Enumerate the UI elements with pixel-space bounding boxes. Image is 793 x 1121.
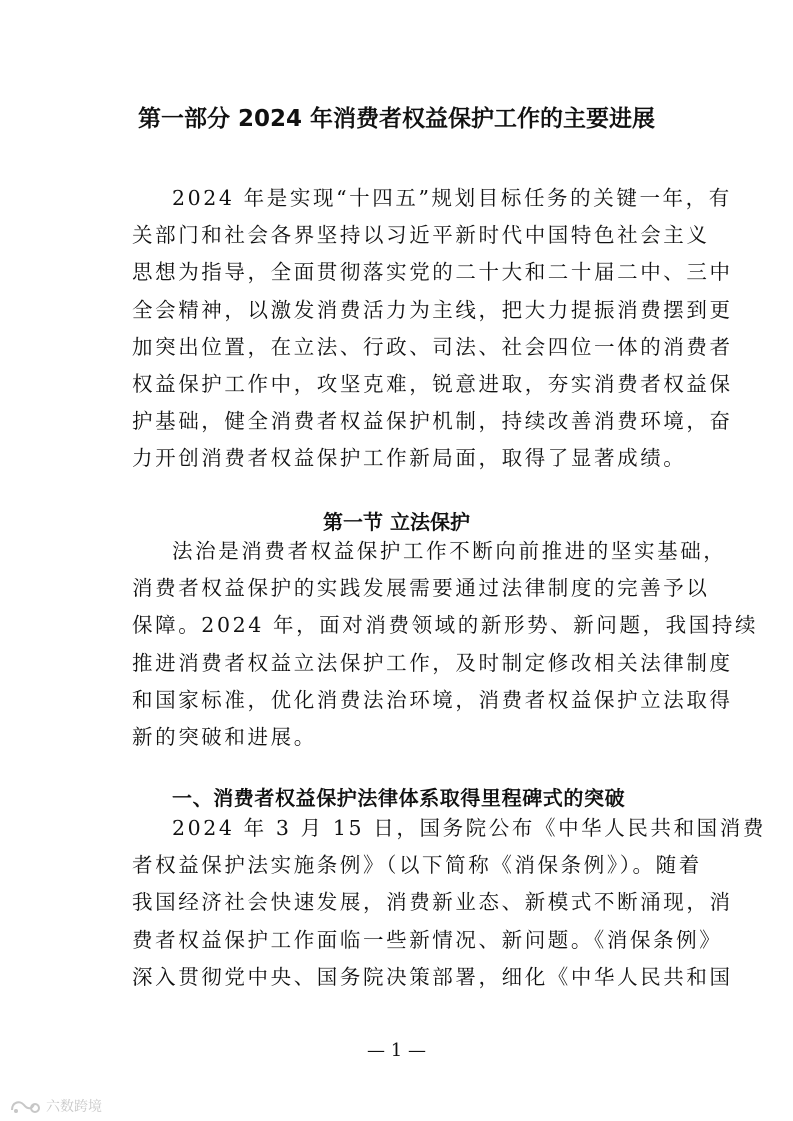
subsection1-line: 我国经济社会快速发展，消费新业态、新模式不断涌现，消 — [132, 890, 733, 915]
section1-line: 法治是消费者权益保护工作不断向前推进的坚实基础， — [172, 539, 727, 563]
intro-line: 关部门和社会各界坚持以习近平新时代中国特色社会主义 — [132, 223, 710, 248]
intro-line: 全会精神，以激发消费活力为主线，把大力提振消费摆到更 — [132, 297, 733, 322]
intro-line: 思想为指导，全面贯彻落实党的二十大和二十届二中、三中 — [132, 260, 733, 285]
section1-line: 消费者权益保护的实践发展需要通过法律制度的完善予以 — [132, 576, 710, 601]
intro-line: 加突出位置，在立法、行政、司法、社会四位一体的消费者 — [132, 334, 733, 359]
section1-line: 保障。2024 年，面对消费领域的新形势、新问题，我国持续 — [132, 613, 759, 638]
page-number: — 1 — — [367, 1040, 426, 1061]
watermark-text: 六数跨境 — [46, 1099, 102, 1115]
intro-line: 权益保护工作中，攻坚克难，锐意进取，夯实消费者权益保 — [132, 371, 733, 396]
subsection1-line: 深入贯彻党中央、国务院决策部署，细化《中华人民共和国 — [132, 964, 733, 989]
watermark — [8, 1094, 102, 1118]
section-heading: 第一节 立法保护 — [323, 510, 470, 534]
subsection1-line: 2024 年 3 月 15 日，国务院公布《中华人民共和国消费 — [172, 816, 766, 840]
intro-line: 2024 年是实现“十四五”规划目标任务的关键一年，有 — [172, 186, 732, 210]
subsection1-line: 者权益保护法实施条例》（以下简称《消保条例》）。随着 — [132, 853, 702, 878]
subsection1-paragraph — [132, 810, 766, 996]
subsection-heading: 一、消费者权益保护法律体系取得里程碑式的突破 — [172, 786, 626, 810]
section1-line: 新的突破和进展。 — [132, 724, 317, 749]
subsection1-line: 费者权益保护工作面临一些新情况、新问题。《消保条例》 — [132, 927, 723, 952]
section1-paragraph — [132, 533, 759, 756]
document-title: 第一部分 2024 年消费者权益保护工作的主要进展 — [137, 106, 656, 132]
section1-line: 和国家标准，优化消费法治环境，消费者权益保护立法取得 — [132, 687, 733, 712]
intro-line: 力开创消费者权益保护工作新局面，取得了显著成绩。 — [132, 446, 687, 471]
intro-line: 护基础，健全消费者权益保护机制，持续改善消费环境，奋 — [132, 409, 733, 434]
section1-line: 推进消费者权益立法保护工作，及时制定修改相关法律制度 — [132, 650, 733, 675]
intro-paragraph — [132, 180, 733, 478]
watermark-logo-icon — [8, 1096, 42, 1116]
